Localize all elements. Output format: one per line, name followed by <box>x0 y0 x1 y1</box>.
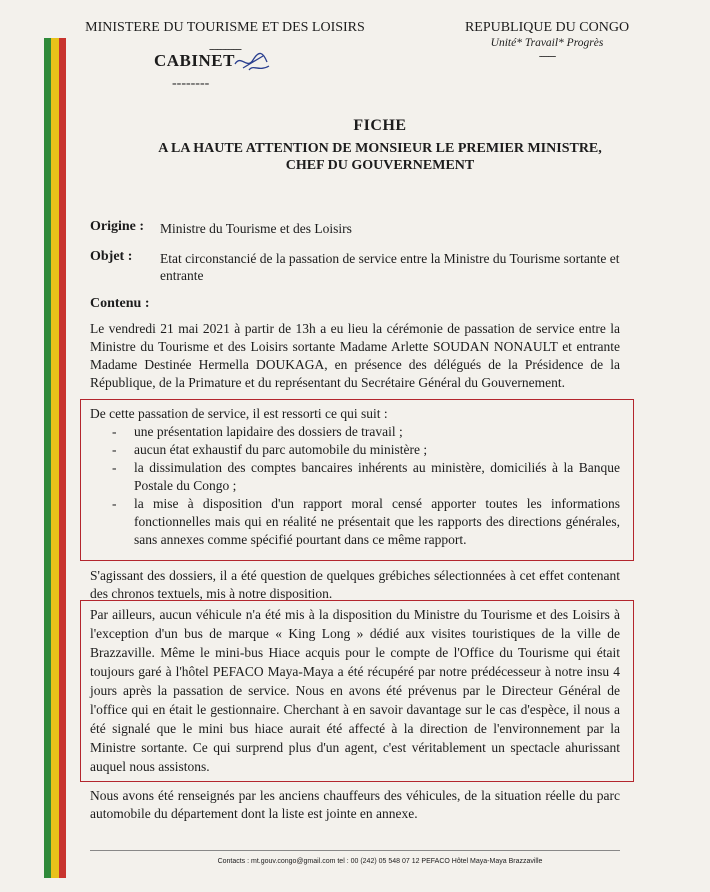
flag-green <box>44 38 51 878</box>
objet-value: Etat circonstancié de la passation de service entre la Ministre du Tourisme sortante et entrante <box>160 251 620 283</box>
document-title: FICHE <box>353 117 407 134</box>
republic-dash: ------- <box>538 51 556 62</box>
header-dash: ------------ <box>209 43 241 55</box>
list-item: - la mise à disposition d'un rapport moral censé apporter toutes les informations fonctionnelles mais qui en réalité ne présentait que les rapports des directions générales, sans annexes comme spécifié pourtant dans ce même rapport. <box>90 495 620 549</box>
footer-contacts: Contacts : mt.gouv.congo@gmail.com tel : 00 (242) 05 548 07 12 PEFACO Hôtel Maya-Maya Brazzaville <box>217 858 543 865</box>
republic-name: REPUBLIQUE DU CONGO <box>464 20 630 35</box>
flag-red <box>59 38 66 878</box>
flag-yellow <box>51 38 58 878</box>
origine-value: Ministre du Tourisme et des Loisirs <box>160 221 352 236</box>
list-item: - aucun état exhaustif du parc automobile du ministère ; <box>90 441 620 459</box>
ministry-name: MINISTERE DU TOURISME ET DES LOISIRS <box>85 20 365 35</box>
document-subtitle-1: A LA HAUTE ATTENTION DE MONSIEUR LE PREMIER MINISTRE, <box>158 141 602 156</box>
document-subtitle-2: CHEF DU GOUVERNEMENT <box>285 158 475 173</box>
list-item: - la dissimulation des comptes bancaires inhérents au ministère, domiciliés à la Banque Postale du Congo ; <box>90 459 620 495</box>
objet-label: Objet : <box>90 249 133 264</box>
contenu-label: Contenu : <box>90 296 150 311</box>
findings-intro: De cette passation de service, il est ressorti ce qui suit : <box>90 406 388 421</box>
dossiers-paragraph: S'agissant des dossiers, il a été question de quelques grébiches sélectionnées à cet effet contenant des chronos textuels, mis à notre disposition. <box>90 568 620 601</box>
closing-paragraph: Nous avons été renseignés par les anciens chauffeurs des véhicules, de la situation réelle du parc automobile du département dont la liste est jointe en annexe. <box>90 788 620 821</box>
cabinet-label: CABINET <box>154 51 235 70</box>
findings-list <box>90 423 620 549</box>
list-item: - une présentation lapidaire des dossiers de travail ; <box>90 423 620 441</box>
congo-flag-stripe <box>44 38 66 878</box>
signature-mark <box>233 50 273 74</box>
origine-label: Origine : <box>90 219 145 234</box>
ministry-header <box>84 20 366 53</box>
findings-block <box>90 405 620 549</box>
cabinet-dash: -------- <box>172 76 210 91</box>
intro-paragraph: Le vendredi 21 mai 2021 à partir de 13h a eu lieu la cérémonie de passation de service entre la Ministre du Tourisme et des Loisirs sortante Madame Arlette SOUDAN NONAULT et entrante Madame Destinée Hermella DOUKAGA, en présence des délégués de la Présidence de la République, de la Primature et du représentant du Secrétaire Général du Gouvernement. <box>90 321 620 390</box>
republic-motto: Unité* Travail* Progrès <box>490 37 604 49</box>
vehicles-paragraph: Par ailleurs, aucun véhicule n'a été mis à la disposition du Ministre du Tourisme et des Loisirs à l'exception d'un bus de marque « King Long » dédié aux visites touristiques de la ville de Brazzaville. Même le mini-bus Hiace acquis pour le compte de l'Office du Tourisme qui était toujours garé à l'hôtel PEFACO Maya-Maya a été récupéré par notre prédécesseur à notre insu 4 jours après la passation de service. Nous en avons été prévenus par le Directeur Général de l'office qui en était le gestionnaire. Cherchant à en savoir davantage sur le cas d'espèce, il nous a été signalé que le mini bus hiace aurait été affecté à la direction de l'environnement par la Ministre sortante. Ce qui surprend plus d'un agent, c'est véritablement un spectacle ahurissant auquel nous assistons. <box>90 607 620 774</box>
footer-divider <box>90 850 620 851</box>
republic-header <box>452 20 642 62</box>
